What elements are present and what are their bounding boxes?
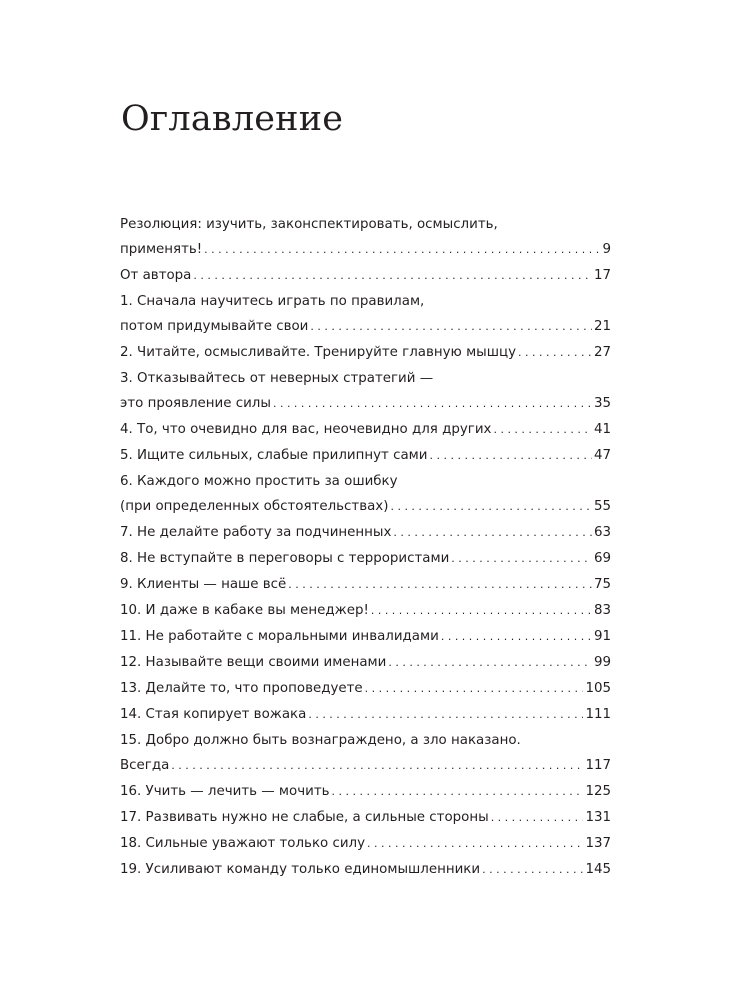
toc-entry-title-line: 10. И даже в кабаке вы менеджер!: [120, 603, 369, 618]
toc-page-number: 105: [585, 681, 611, 696]
toc-entry[interactable]: [120, 598, 611, 623]
toc-page-number: 35: [593, 396, 611, 411]
toc-page-number: 131: [585, 810, 611, 825]
toc-entry-title-line: От автора: [120, 268, 192, 283]
toc-page-number: 145: [585, 862, 611, 877]
dot-leader: [365, 676, 584, 701]
toc-page-number: 63: [593, 525, 611, 540]
toc-entry[interactable]: [120, 779, 611, 804]
toc-page-number: 83: [593, 603, 611, 618]
dot-leader: [332, 779, 584, 804]
dot-leader: [204, 237, 600, 262]
dot-leader: [429, 443, 591, 468]
toc-page-number: 41: [593, 422, 611, 437]
dot-leader: [451, 546, 592, 571]
toc-entry[interactable]: [120, 340, 611, 365]
toc-page-number: 125: [585, 784, 611, 799]
toc-entry-title-line: 11. Не работайте с моральными инвалидами: [120, 629, 439, 644]
toc-entry-last-line: [120, 391, 611, 416]
toc-entry[interactable]: [120, 289, 611, 339]
dot-leader: [482, 857, 583, 882]
toc-entry-last-line: [120, 598, 611, 623]
toc-entry-last-line: [120, 650, 611, 675]
toc-entry-last-line: [120, 417, 611, 442]
toc-entry-title-line: 12. Называйте вещи своими именами: [120, 655, 387, 670]
toc-entry-last-line: [120, 314, 611, 339]
toc-entry-last-line: [120, 676, 611, 701]
toc-page-number: 55: [593, 499, 611, 514]
toc-entry[interactable]: [120, 857, 611, 882]
toc-page-number: 117: [585, 758, 611, 773]
toc-page-number: 91: [593, 629, 611, 644]
toc-page-number: 137: [585, 836, 611, 851]
toc-entry-title-line: 4. То, что очевидно для вас, неочевидно для других: [120, 422, 492, 437]
toc-entry-last-line: [120, 805, 611, 830]
toc-entry-title-line: 16. Учить — лечить — мочить: [120, 784, 330, 799]
toc-entry-last-line: [120, 520, 611, 545]
dot-leader: [310, 314, 592, 339]
toc-entry-title-line: 14. Стая копирует вожака: [120, 707, 307, 722]
toc-entry-last-line: [120, 857, 611, 882]
dot-leader: [493, 417, 592, 442]
toc-entry-last-line: [120, 340, 611, 365]
toc-entry[interactable]: [120, 676, 611, 701]
toc-entry-title-line: Всегда: [120, 758, 170, 773]
toc-entry-last-line: [120, 263, 611, 288]
dot-leader: [441, 624, 592, 649]
toc-entry[interactable]: [120, 831, 611, 856]
toc-entry-last-line: [120, 779, 611, 804]
toc-entry[interactable]: [120, 520, 611, 545]
toc-page-number: 99: [593, 655, 611, 670]
toc-entry-last-line: [120, 443, 611, 468]
dot-leader: [518, 340, 592, 365]
dot-leader: [390, 494, 592, 519]
toc-entry-last-line: [120, 702, 611, 727]
toc-entry-last-line: [120, 546, 611, 571]
toc-page-number: 21: [593, 319, 611, 334]
dot-leader: [393, 520, 592, 545]
toc-entry[interactable]: [120, 728, 611, 778]
toc-page-number: 69: [593, 551, 611, 566]
dot-leader: [308, 702, 583, 727]
toc-entry-title-line: это проявление силы: [120, 396, 271, 411]
toc-entry-title-line: (при определенных обстоятельствах): [120, 499, 389, 514]
dot-leader: [367, 831, 583, 856]
dot-leader: [371, 598, 592, 623]
dot-leader: [491, 805, 584, 830]
toc-entry-title-line: 9. Клиенты — наше всё: [120, 577, 287, 592]
toc-entry-title-line: 3. Отказывайтесь от неверных стратегий —: [120, 371, 434, 386]
toc-entry-last-line: [120, 831, 611, 856]
toc-page-number: 27: [593, 345, 611, 360]
toc-entry-title-line: 18. Сильные уважают только силу: [120, 836, 366, 851]
toc-page-number: 9: [602, 242, 611, 257]
toc-entry[interactable]: [120, 805, 611, 830]
toc-entry[interactable]: [120, 212, 611, 262]
toc-entry[interactable]: [120, 469, 611, 519]
toc-page-number: 111: [585, 707, 611, 722]
toc-entry[interactable]: [120, 546, 611, 571]
toc-entry[interactable]: [120, 650, 611, 675]
toc-entry-title-line: 15. Добро должно быть вознаграждено, а зло наказано.: [120, 733, 521, 748]
toc-entry-title-line: 17. Развивать нужно не слабые, а сильные стороны: [120, 810, 489, 825]
toc-entry-title-line: применять!: [120, 242, 203, 257]
toc-page-number: 75: [593, 577, 611, 592]
toc-entry-title-line: 8. Не вступайте в переговоры с террористами: [120, 551, 450, 566]
dot-leader: [193, 263, 592, 288]
toc-entry-title-line: Резолюция: изучить, законспектировать, осмыслить,: [120, 217, 498, 232]
dot-leader: [273, 391, 592, 416]
toc-entry-last-line: [120, 237, 611, 262]
toc-entry[interactable]: [120, 624, 611, 649]
toc-entry-last-line: [120, 624, 611, 649]
toc-entry-last-line: [120, 572, 611, 597]
toc-entry-title-line: 5. Ищите сильных, слабые прилипнут сами: [120, 448, 428, 463]
toc-entry-title-line: 7. Не делайте работу за подчиненных: [120, 525, 392, 540]
toc-entry-title-line: 19. Усиливают команду только единомышленники: [120, 862, 481, 877]
toc-page-number: 17: [593, 268, 611, 283]
toc-entry[interactable]: [120, 443, 611, 468]
toc-entry-last-line: [120, 494, 611, 519]
dot-leader: [388, 650, 592, 675]
toc-entry[interactable]: [120, 417, 611, 442]
toc-entry-title-line: 2. Читайте, осмысливайте. Тренируйте главную мышцу: [120, 345, 517, 360]
toc-entry[interactable]: [120, 572, 611, 597]
toc-entry[interactable]: [120, 702, 611, 727]
toc-entry[interactable]: [120, 263, 611, 288]
dot-leader: [171, 753, 583, 778]
toc-entry[interactable]: [120, 366, 611, 416]
table-of-contents: [120, 212, 611, 883]
toc-entry-last-line: [120, 753, 611, 778]
toc-entry-title-line: потом придумывайте свои: [120, 319, 309, 334]
toc-page-number: 47: [593, 448, 611, 463]
toc-entry-title-line: 13. Делайте то, что проповедуете: [120, 681, 363, 696]
toc-entry-title-line: 1. Сначала научитесь играть по правилам,: [120, 294, 425, 309]
page-title: Оглавление: [121, 99, 344, 139]
dot-leader: [288, 572, 592, 597]
toc-entry-title-line: 6. Каждого можно простить за ошибку: [120, 474, 398, 489]
